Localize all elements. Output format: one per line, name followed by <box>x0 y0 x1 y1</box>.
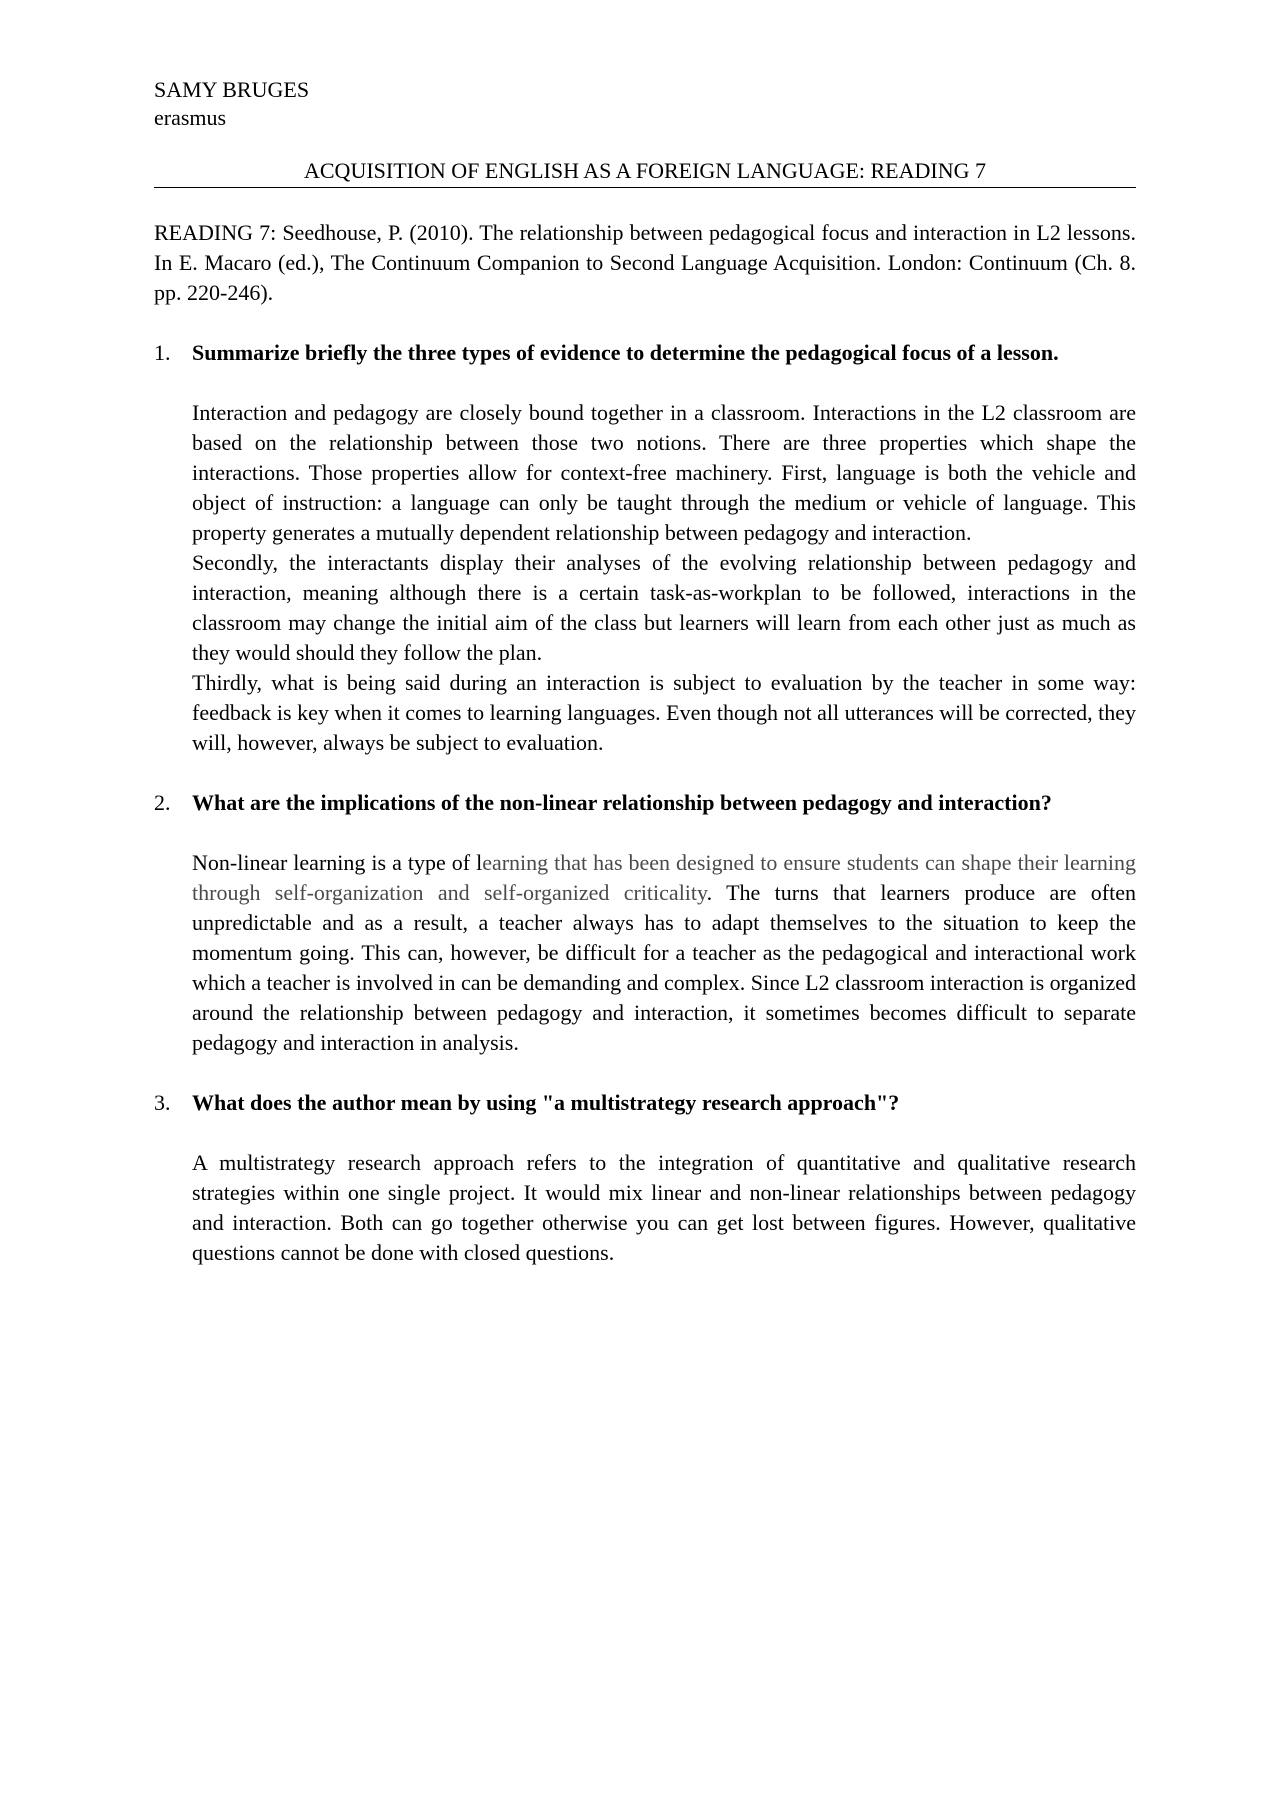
question-1 <box>154 338 1136 758</box>
answer-paragraph: Secondly, the interactants display their analyses of the evolving relationship between pedagogy and interaction, meaning although there is a certain task-as-workplan to be followed, interactions in the classroom may change the initial aim of the class but learners will learn from each other just as much as they would should they follow the plan. <box>192 550 1136 665</box>
answer-1 <box>192 398 1136 758</box>
question-body <box>192 1088 1136 1268</box>
question-text: What does the author mean by using "a multistrategy research approach"? <box>192 1090 900 1115</box>
answer-3 <box>192 1148 1136 1268</box>
answer-rest: . The turns that learners produce are often unpredictable and as a result, a teacher always has to adapt themselves to the situation to keep the momentum going. This can, however, be difficult for a teacher as the pedagogical and interactional work which a teacher is involved in can be demanding and complex. Since L2 classroom interaction is organized around the relationship between pedagogy and interaction, it sometimes becomes difficult to separate pedagogy and interaction in analysis. <box>192 880 1136 1055</box>
program-name: erasmus <box>154 105 227 130</box>
author-name: SAMY BRUGES <box>154 77 310 102</box>
question-number: 1. <box>154 340 171 365</box>
answer-start: Non-linear learning is a type of l <box>192 850 483 875</box>
question-3 <box>154 1088 1136 1268</box>
reading-reference: READING 7: Seedhouse, P. (2010). The relationship between pedagogical focus and interaction in L2 lessons. In E. Macaro (ed.), The Continuum Companion to Second Language Acquisition. London: Continuum (Ch. 8. pp. 220-246). <box>154 220 1136 305</box>
question-body <box>192 338 1136 758</box>
answer-2 <box>192 848 1136 1058</box>
question-body <box>192 788 1136 1058</box>
question-text: What are the implications of the non-linear relationship between pedagogy and interaction? <box>192 790 1052 815</box>
question-2 <box>154 788 1136 1058</box>
answer-paragraph: Interaction and pedagogy are closely bound together in a classroom. Interactions in the L2 classroom are based on the relationship between those two notions. There are three properties which shape the interactions. Those properties allow for context-free machinery. First, language is both the vehicle and object of instruction: a language can only be taught through the medium or vehicle of language. This property generates a mutually dependent relationship between pedagogy and interaction. <box>192 400 1136 545</box>
document-title: ACQUISITION OF ENGLISH AS A FOREIGN LANGUAGE: READING 7 <box>154 156 1136 188</box>
answer-paragraph: A multistrategy research approach refers to the integration of quantitative and qualitative research strategies within one single project. It would mix linear and non-linear relationships between pedagogy and interaction. Both can go together otherwise you can get lost between figures. However, qualitative questions cannot be done with closed questions. <box>192 1150 1136 1265</box>
question-number: 2. <box>154 790 171 815</box>
question-text: Summarize briefly the three types of evidence to determine the pedagogical focus of a lesson. <box>192 340 1059 365</box>
quoted-definition: earning that has been designed to ensure students can shape their learning through self-organization and self-organized criticality <box>192 850 1136 905</box>
document-page <box>154 76 1136 1268</box>
answer-paragraph <box>192 848 1136 1058</box>
answer-paragraph: Thirdly, what is being said during an interaction is subject to evaluation by the teacher in some way: feedback is key when it comes to learning languages. Even though not all utterances will be corrected, they will, however, always be subject to evaluation. <box>192 670 1136 755</box>
question-number: 3. <box>154 1090 171 1115</box>
